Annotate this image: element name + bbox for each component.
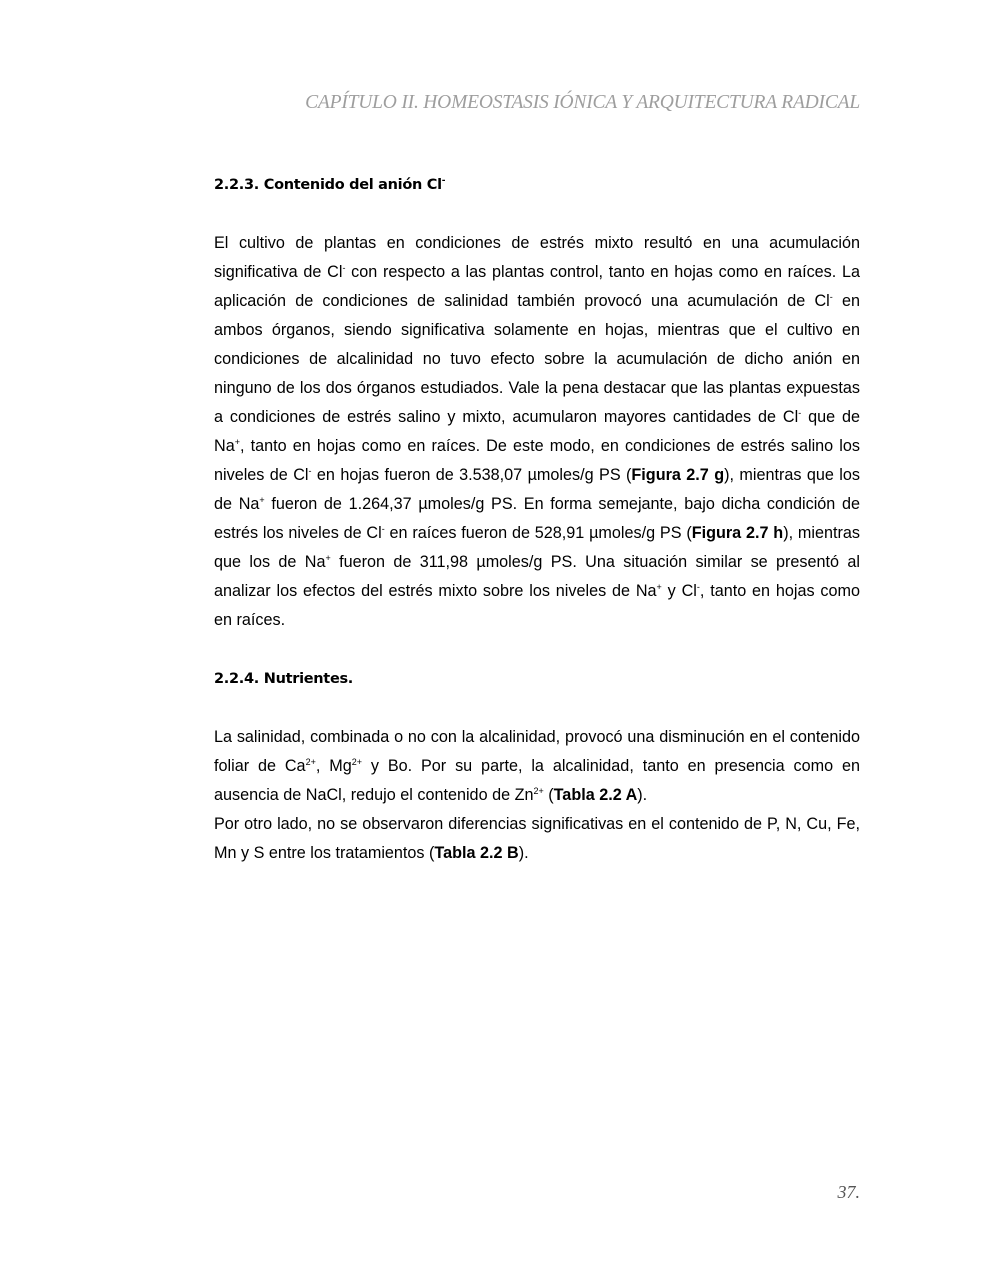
superscript: - bbox=[308, 466, 312, 476]
figure-reference: Figura 2.7 h bbox=[691, 524, 784, 542]
text-run: fueron de 311,98 µmoles/g PS. Una situación similar se presentó al analizar los efectos del estrés mixto sobre los niveles de Na bbox=[214, 553, 860, 600]
text-run: Por otro lado, no se observaron diferencias significativas en el contenido de P, N, Cu, Fe, Mn y S entre los tratamientos ( bbox=[214, 815, 860, 862]
superscript: - bbox=[696, 582, 700, 592]
superscript: - bbox=[381, 524, 385, 534]
section-heading-cl-content bbox=[214, 170, 860, 200]
table-reference: Tabla 2.2 B bbox=[434, 844, 519, 862]
superscript: 2+ bbox=[351, 757, 362, 767]
superscript: 2+ bbox=[533, 786, 544, 796]
superscript: 2+ bbox=[305, 757, 316, 767]
paragraph-cl-content bbox=[214, 229, 860, 635]
page-body bbox=[214, 170, 860, 868]
text-run: ). bbox=[518, 844, 529, 862]
superscript: - bbox=[829, 292, 833, 302]
superscript: + bbox=[259, 495, 265, 505]
text-run: ). bbox=[637, 786, 648, 804]
chapter-header: CAPÍTULO II. HOMEOSTASIS IÓNICA Y ARQUITECTURA RADICAL bbox=[305, 92, 860, 113]
superscript: + bbox=[656, 582, 662, 592]
text-run: , tanto en hojas como en raíces. bbox=[214, 582, 860, 629]
text-run: y Cl bbox=[661, 582, 697, 600]
figure-reference: Figura 2.7 g bbox=[631, 466, 725, 484]
table-reference: Tabla 2.2 A bbox=[553, 786, 638, 804]
paragraph-nutrients-2 bbox=[214, 810, 860, 868]
text-run: , tanto en hojas como en raíces. De este modo, en condiciones de estrés salino los niveles de Cl bbox=[214, 437, 860, 484]
text-run: El cultivo de plantas en condiciones de estrés mixto resultó en una acumulación significativa de Cl bbox=[214, 234, 860, 281]
superscript: - bbox=[342, 263, 346, 273]
page-number: 37. bbox=[837, 1182, 860, 1202]
text-run: que de Na bbox=[214, 408, 861, 455]
text-run: en hojas fueron de 3.538,07 µmoles/g PS ( bbox=[311, 466, 632, 484]
text-run: y Bo. Por su parte, la alcalinidad, tanto en presencia como en ausencia de NaCl, redujo el contenido de Zn bbox=[214, 757, 861, 804]
text-run: fueron de 1.264,37 µmoles/g PS. En forma semejante, bajo dicha condición de estrés los niveles de Cl bbox=[214, 495, 860, 542]
superscript: + bbox=[325, 553, 331, 563]
heading-superscript: - bbox=[441, 176, 446, 186]
text-run: , Mg bbox=[315, 757, 352, 775]
superscript: - bbox=[798, 408, 802, 418]
text-run: La salinidad, combinada o no con la alcalinidad, provocó una disminución en el contenido foliar de Ca bbox=[214, 728, 860, 775]
superscript: + bbox=[234, 437, 240, 447]
text-run: ), mientras que los de Na bbox=[214, 524, 860, 571]
text-run: en ambos órganos, siendo significativa solamente en hojas, mientras que el cultivo en condiciones de alcalinidad no tuvo efecto sobre la acumulación de dicho anión en ninguno de los dos órganos estudiados. Vale la pena destacar que las plantas expuestas a condiciones de estrés salino y mixto, acumularon mayores cantidades de Cl bbox=[214, 292, 860, 426]
text-run: ), mientras que los de Na bbox=[214, 466, 861, 513]
section-heading-text: 2.2.3. Contenido del anión Cl bbox=[214, 177, 442, 193]
paragraph-nutrients-1 bbox=[214, 723, 860, 810]
text-run: ( bbox=[543, 786, 554, 804]
section-heading-nutrients: 2.2.4. Nutrientes. bbox=[214, 671, 354, 687]
text-run: con respecto a las plantas control, tanto en hojas como en raíces. La aplicación de condiciones de salinidad también provocó una acumulación de Cl bbox=[214, 263, 860, 310]
text-run: en raíces fueron de 528,91 µmoles/g PS ( bbox=[384, 524, 692, 542]
